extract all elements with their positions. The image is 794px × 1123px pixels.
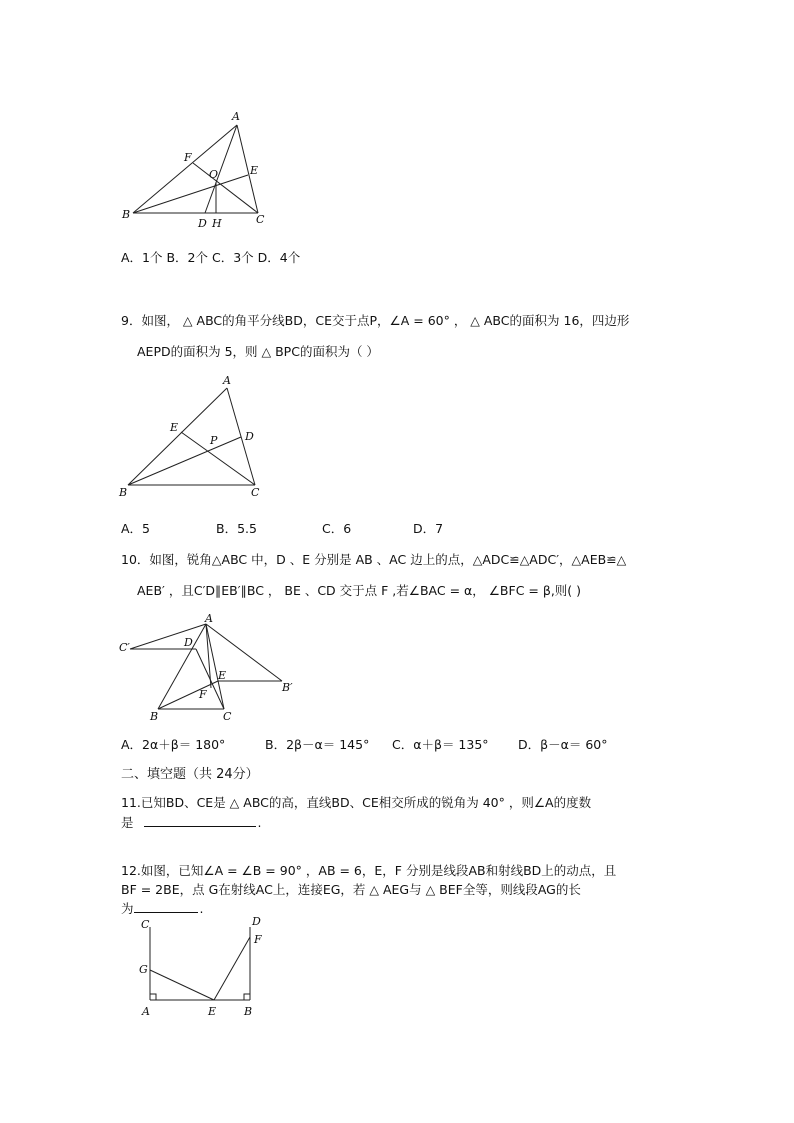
label-C-prime: C′ <box>119 641 130 654</box>
q12-suffix: . <box>199 901 204 916</box>
q8-options: A．1个 B．2个 C．3个 D．4个 <box>121 250 301 265</box>
label-B: B <box>119 486 128 499</box>
label-E: E <box>170 421 179 434</box>
label-F: F <box>184 151 192 164</box>
q10-option-a: A．2α＋β＝ 180° <box>121 737 226 752</box>
q10-stem-line2: AEB′ ，且C′D∥EB′∥BC ， BE 、CD 交于点 F ,若∠BAC = α， ∠BFC = β,则( ) <box>137 583 582 598</box>
label-D: D <box>184 636 193 649</box>
q11-suffix: . <box>257 815 262 830</box>
label-C: C <box>256 213 265 226</box>
label-D: D <box>245 430 254 443</box>
label-C: C <box>141 918 150 931</box>
label-D: D <box>198 217 207 230</box>
q12-prefix: 为 <box>121 901 134 916</box>
label-C: C <box>251 486 260 499</box>
label-B: B <box>244 1005 253 1018</box>
label-B: B <box>150 710 159 723</box>
q9-option-b: B．5.5 <box>216 521 257 536</box>
q9-option-c: C．6 <box>322 521 352 536</box>
q9-option-a: A．5 <box>121 521 151 536</box>
label-H: H <box>212 217 222 230</box>
q9-stem-line1: 9．如图， △ ABC的角平分线BD，CE交于点P，∠A = 60° ， △ ABC的面积为 16，四边形 <box>121 313 630 328</box>
label-F: F <box>254 933 262 946</box>
q10-option-b: B．2β－α＝ 145° <box>265 737 370 752</box>
label-D: D <box>252 915 261 928</box>
label-P: P <box>210 434 218 447</box>
label-B: B <box>122 208 131 221</box>
q12-stem-line2: BF = 2BE，点 G在射线AC上，连接EG，若 △ AEG与 △ BEF全等，则线段AG的长 <box>121 882 581 897</box>
label-E: E <box>208 1005 217 1018</box>
label-F: F <box>199 688 207 701</box>
label-C: C <box>223 710 232 723</box>
label-O: O <box>209 168 219 181</box>
q10-option-c: C．α＋β＝ 135° <box>392 737 489 752</box>
q11-stem-line1: 11.已知BD、CE是 △ ABC的高，直线BD、CE相交所成的锐角为 40° ，则∠A的度数 <box>121 795 592 810</box>
segment-EF <box>214 937 250 1000</box>
label-E: E <box>218 669 227 682</box>
label-B-prime: B′ <box>282 681 293 694</box>
q9-option-d: D．7 <box>413 521 444 536</box>
segment-GE <box>150 970 214 1000</box>
label-E: E <box>250 164 259 177</box>
right-angle-mark-B <box>244 994 250 1000</box>
label-A: A <box>205 612 213 625</box>
right-angle-mark-A <box>150 994 156 1000</box>
label-A: A <box>142 1005 150 1018</box>
q10-option-d: D．β－α＝ 60° <box>518 737 608 752</box>
q10-stem-line1: 10．如图，锐角△ABC 中，D 、E 分别是 AB 、AC 边上的点，△ADC≌△ADC′，△AEB≌△ <box>121 552 627 567</box>
q11-prefix: 是 <box>121 815 134 830</box>
label-A: A <box>223 374 231 387</box>
label-A: A <box>232 110 240 123</box>
q9-stem-line2: AEPD的面积为 5，则 △ BPC的面积为（ ） <box>137 344 379 359</box>
q12-stem-line1: 12.如图，已知∠A = ∠B = 90° ，AB = 6，E，F 分别是线段AB和射线BD上的动点，且 <box>121 863 617 878</box>
section-title: 二、填空题（共 24分） <box>121 767 259 782</box>
label-G: G <box>139 963 148 976</box>
